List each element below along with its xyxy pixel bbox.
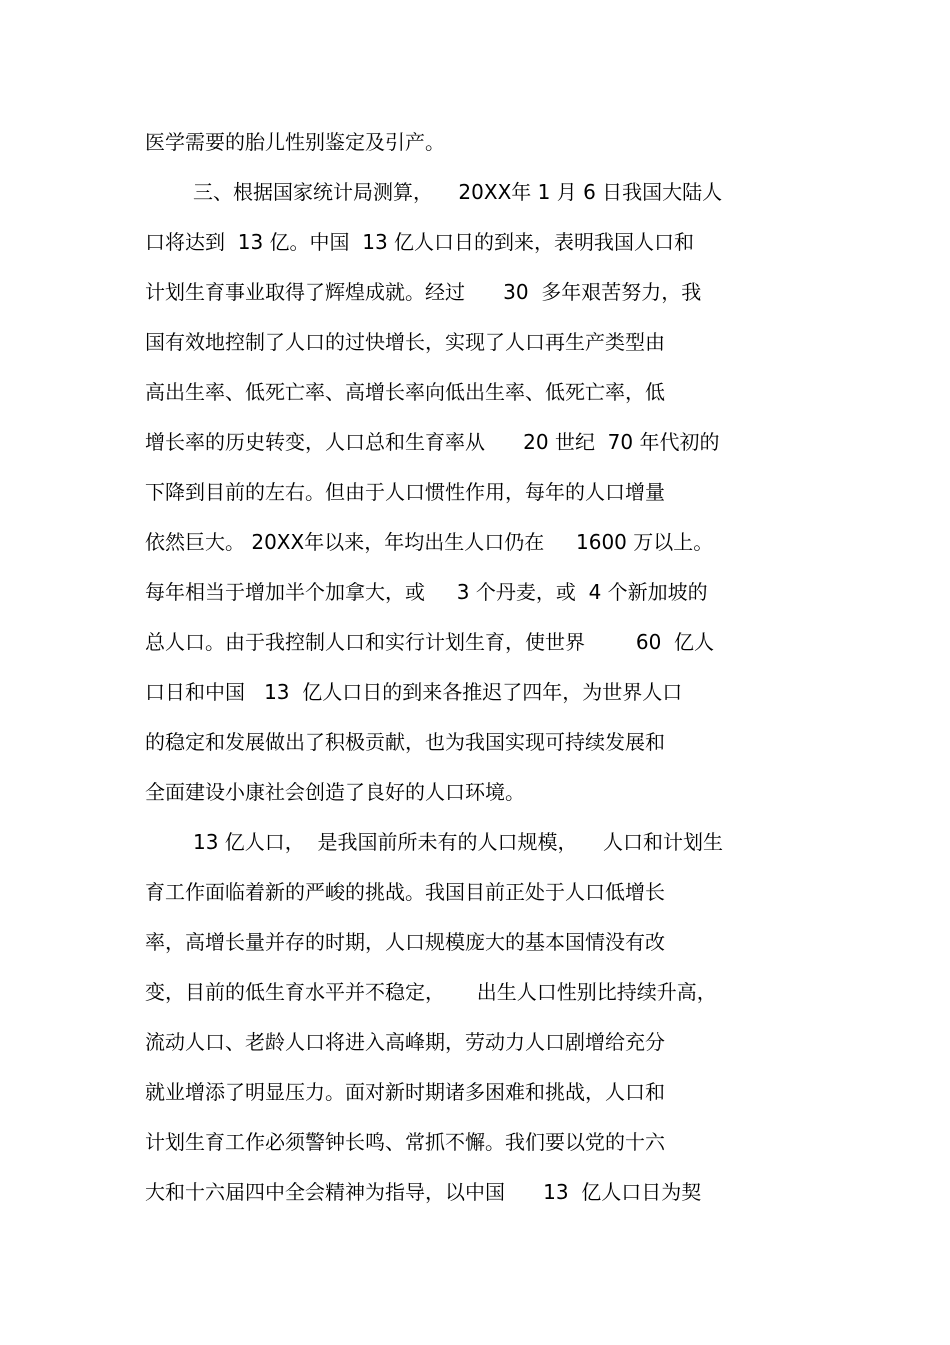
text-line-2: 三、根据国家统计局测算， 20XX年 1 月 6 日我国大陆人 xyxy=(193,180,723,204)
text-line-14: 全面建设小康社会创造了良好的人口环境。 xyxy=(145,780,525,804)
text-line-7: 增长率的历史转变，人口总和生育率从 20 世纪 70 年代初的 xyxy=(145,430,720,454)
text-line-11: 总人口。由于我控制人口和实行计划生育，使世界 60 亿人 xyxy=(145,630,715,654)
text-line-4: 计划生育事业取得了辉煌成就。经过 30 多年艰苦努力，我 xyxy=(145,280,702,304)
text-line-12: 口日和中国 13 亿人口日的到来各推迟了四年，为世界人口 xyxy=(145,680,683,704)
text-line-21: 计划生育工作必须警钟长鸣、常抓不懈。我们要以党的十六 xyxy=(145,1130,665,1154)
text-line-16: 育工作面临着新的严峻的挑战。我国目前正处于人口低增长 xyxy=(145,880,665,904)
text-line-19: 流动人口、老龄人口将进入高峰期，劳动力人口剧增给充分 xyxy=(145,1030,665,1054)
text-line-8: 下降到目前的左右。但由于人口惯性作用，每年的人口增量 xyxy=(145,480,665,504)
text-line-13: 的稳定和发展做出了积极贡献，也为我国实现可持续发展和 xyxy=(145,730,665,754)
text-line-5: 国有效地控制了人口的过快增长，实现了人口再生产类型由 xyxy=(145,330,665,354)
text-line-10: 每年相当于增加半个加拿大，或 3 个丹麦，或 4 个新加坡的 xyxy=(145,580,708,604)
text-line-18: 变，目前的低生育水平并不稳定， 出生人口性别比持续升高， xyxy=(145,980,717,1004)
text-line-20: 就业增添了明显压力。面对新时期诸多困难和挑战，人口和 xyxy=(145,1080,665,1104)
text-line-1: 医学需要的胎儿性别鉴定及引产。 xyxy=(145,130,445,154)
text-line-22: 大和十六届四中全会精神为指导，以中国 13 亿人口日为契 xyxy=(145,1180,702,1204)
text-line-15: 13 亿人口， 是我国前所未有的人口规模， 人口和计划生 xyxy=(193,830,723,854)
text-line-6: 高出生率、低死亡率、高增长率向低出生率、低死亡率，低 xyxy=(145,380,665,404)
text-line-9: 依然巨大。 20XX年以来，年均出生人口仍在 1600 万以上。 xyxy=(145,530,714,554)
text-line-17: 率，高增长量并存的时期，人口规模庞大的基本国情没有改 xyxy=(145,930,665,954)
text-line-3: 口将达到 13 亿。中国 13 亿人口日的到来，表明我国人口和 xyxy=(145,230,695,254)
